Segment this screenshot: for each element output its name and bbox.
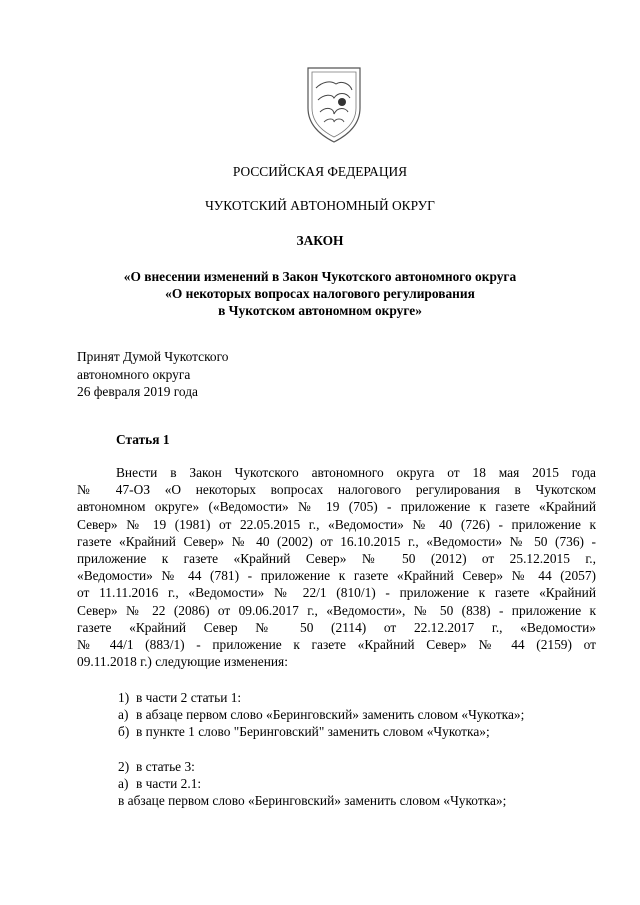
law-title-line-1: «О внесении изменений в Закон Чукотского автономного округа: [123, 269, 517, 284]
list-text: в части 2.1:: [136, 776, 202, 792]
list-item: [118, 758, 506, 775]
law-title-line-2: «О некоторых вопросах налогового регулирования: [165, 286, 475, 301]
document-type: ЗАКОН: [296, 233, 344, 248]
paragraph-line: Север» № 22 (2086) от 09.06.2017 г., «Ведомости», № 50 (838) - приложение к: [77, 602, 596, 618]
list-item: [118, 723, 524, 740]
paragraph-line: газете «Крайний Север» № 40 (2002) от 16.10.2015 г., «Ведомости» № 50 (736) -: [77, 533, 596, 549]
paragraph-line: «Ведомости» № 44 (781) - приложение к газете «Крайний Север» № 44 (2057): [77, 568, 596, 584]
list-text: в пункте 1 слово "Беринговский" заменить словом «Чукотка»;: [136, 724, 490, 740]
paragraph-line: приложение к газете «Крайний Север» № 50 (2012) от 25.12.2015 г.,: [77, 551, 596, 567]
adoption-line: Принят Думой Чукотского: [77, 349, 229, 364]
list-marker: а): [118, 707, 129, 723]
list-text: в статье 3:: [136, 759, 195, 774]
list-marker: а): [118, 776, 129, 792]
amendment-item-2: [118, 758, 506, 810]
list-item: [118, 775, 506, 792]
list-text: в абзаце первом слово «Беринговский» заменить словом «Чукотка»;: [136, 707, 525, 723]
paragraph-line: 09.11.2018 г.) следующие изменения:: [77, 654, 288, 670]
list-item: [118, 792, 506, 809]
list-item: [118, 689, 524, 706]
paragraph-line: от 11.11.2016 г., «Ведомости» № 22/1 (810/1) - приложение к газете «Крайний: [77, 585, 596, 601]
paragraph-line: Север» № 19 (1981) от 22.05.2015 г., «Ведомости» № 40 (726) - приложение к: [77, 516, 596, 532]
paragraph-line: автономном округе» («Ведомости» № 19 (705) - приложение к газете «Крайний: [77, 499, 596, 515]
list-marker: 1): [118, 690, 130, 705]
list-text: в части 2 статьи 1:: [136, 690, 242, 705]
paragraph-line: Внести в Закон Чукотского автономного округа от 18 мая 2015 года: [116, 465, 596, 480]
paragraph-line: газете «Крайний Север № 50 (2114) от 22.12.2017 г., «Ведомости»: [77, 619, 596, 635]
list-marker: б): [118, 724, 130, 740]
coat-of-arms-icon: [304, 64, 364, 144]
paragraph-line: № 44/1 (883/1) - приложение к газете «Крайний Север» № 44 (2159) от: [77, 637, 596, 653]
list-text: в абзаце первом слово «Беринговский» заменить словом «Чукотка»;: [118, 793, 507, 809]
law-title-line-3: в Чукотском автономном округе»: [218, 303, 422, 318]
article-title: Статья 1: [116, 432, 170, 447]
list-item: [118, 706, 524, 723]
adoption-line: автономного округа: [77, 366, 191, 382]
country-name: РОССИЙСКАЯ ФЕДЕРАЦИЯ: [232, 164, 408, 179]
adoption-date: 26 февраля 2019 года: [77, 384, 198, 399]
paragraph-line: № 47-ОЗ «О некоторых вопросах налогового регулирования в Чукотском: [77, 482, 596, 498]
adoption-info: [77, 348, 228, 401]
amendment-item-1: [118, 689, 524, 741]
article-paragraph: [77, 464, 596, 670]
region-name: ЧУКОТСКИЙ АВТОНОМНЫЙ ОКРУГ: [205, 198, 435, 213]
list-marker: 2): [118, 759, 130, 774]
